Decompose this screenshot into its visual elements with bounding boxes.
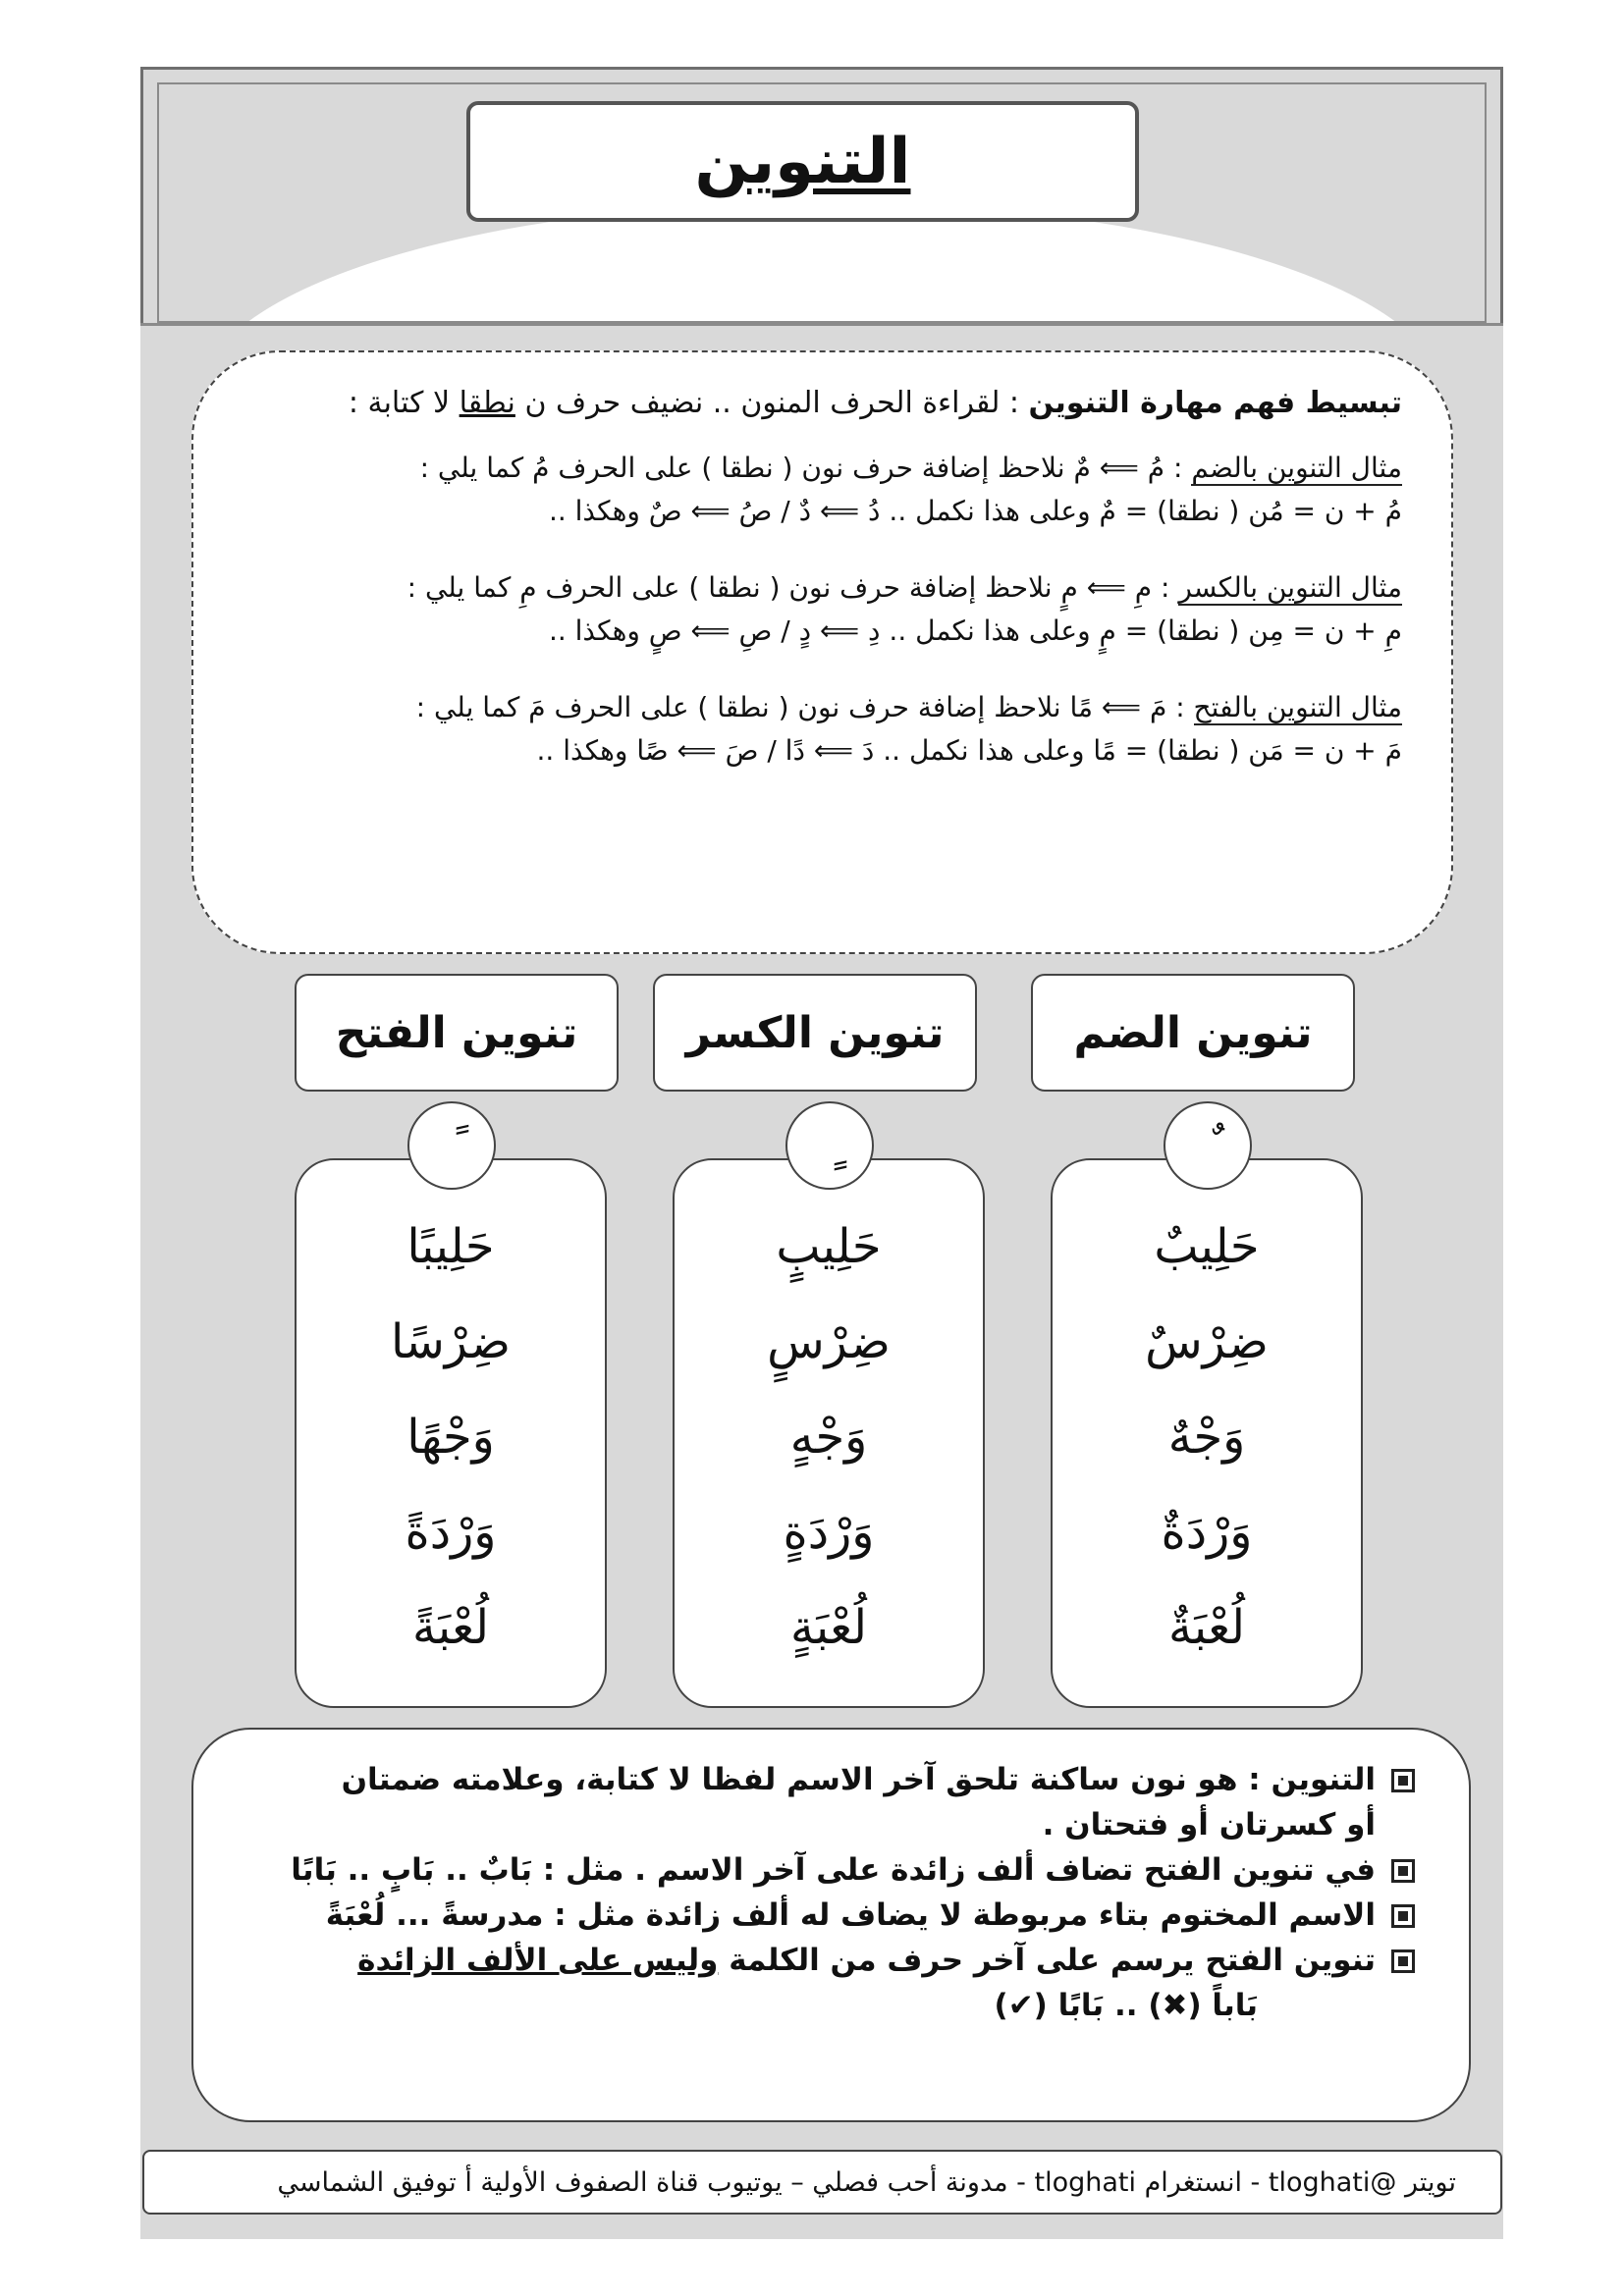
- page-title: التنوين: [694, 125, 911, 198]
- list-item: وَجْهٍ: [789, 1410, 868, 1465]
- list-item: حَلِيبًا: [406, 1219, 495, 1274]
- kasra-word-list: [673, 1158, 985, 1708]
- footer-credits: تويتر @tloghati - انستغرام tloghati - مدونة أحب فصلي – يوتيوب قناة الصفوف الأولية أ توفيق الشماسي: [142, 2150, 1502, 2215]
- bullet-icon: [1391, 1769, 1415, 1792]
- example-kasra-label: مثال التنوين بالكسر: [1178, 571, 1402, 604]
- example-damma-line1: [243, 447, 1402, 490]
- note-1-text: التنوين : هو نون ساكنة تلحق آخر الاسم لفظا لا كتابة، وعلامته ضمتان: [341, 1762, 1376, 1797]
- fatha-mark-circle: [407, 1101, 496, 1190]
- example-damma-label: مثال التنوين بالضم: [1191, 452, 1402, 484]
- list-item: وَرْدَةٌ: [1161, 1505, 1253, 1560]
- fatha-word-list: [295, 1158, 607, 1708]
- example-fatha-line1: [243, 686, 1402, 729]
- note-4-underlined: وليس على الألف الزائدة: [357, 1943, 719, 1978]
- category-damma-title: تنوين الضم: [1031, 974, 1355, 1092]
- list-item: وَجْهٌ: [1167, 1410, 1246, 1465]
- example-kasra-line2: مِ + ن = مِن ( نطقا) = مٍ وعلى هذا نكمل .. دِ ⟸ دٍ / صِ ⟸ صٍ وهكذا ..: [548, 614, 1402, 647]
- list-item: لُعْبَةٍ: [790, 1600, 867, 1655]
- note-1-continuation: أو كسرتان أو فتحتان .: [1042, 1807, 1376, 1842]
- damma-mark-circle: [1164, 1101, 1252, 1190]
- heading-underlined: نطقا: [459, 386, 515, 420]
- bullet-icon: [1391, 1949, 1415, 1973]
- list-item: حَلِيبٌ: [1154, 1219, 1260, 1274]
- example-fatha-text: : مَ ⟸ مًا نلاحظ إضافة حرف نون ( نطقا ) على الحرف مَ كما يلي :: [415, 691, 1185, 723]
- note-2-text: في تنوين الفتح تضاف ألف زائدة على آخر الاسم . مثل : بَابٌ .. بَابٍ .. بَابًا: [291, 1852, 1376, 1888]
- category-fatha-title: تنوين الفتح: [295, 974, 619, 1092]
- bullet-icon: [1391, 1859, 1415, 1883]
- note-3: [252, 1893, 1415, 1938]
- list-item: وَرْدَةٍ: [783, 1505, 875, 1560]
- heading-bold: تبسيط فهم مهارة التنوين: [1028, 386, 1402, 420]
- notes-box: [191, 1728, 1471, 2122]
- list-item: لُعْبَةٌ: [1168, 1600, 1245, 1655]
- damma-word-list: [1051, 1158, 1363, 1708]
- list-item: ضِرْسًا: [390, 1314, 512, 1369]
- example-fatha-label: مثال التنوين بالفتح: [1193, 691, 1402, 723]
- note-3-text: الاسم المختوم بتاء مربوطة لا يضاف له ألف زائدة مثل : مدرسةً ... لُعْبَةً: [325, 1897, 1376, 1933]
- heading-end: لا كتابة :: [348, 386, 451, 420]
- category-kasra-title: تنوين الكسر: [653, 974, 977, 1092]
- list-item: وَرْدَةً: [405, 1505, 497, 1560]
- example-kasra-line1: [243, 566, 1402, 610]
- explanation-box: [191, 350, 1453, 954]
- example-damma-line2: مُ + ن = مُن ( نطقا) = مٌ وعلى هذا نكمل .. دُ ⟸ دٌ / صُ ⟸ صٌ وهكذا ..: [548, 495, 1402, 527]
- bullet-icon: [1391, 1904, 1415, 1928]
- note-4: [252, 1938, 1415, 1983]
- note-1: [252, 1757, 1415, 1802]
- note-2: [252, 1847, 1415, 1893]
- list-item: لُعْبَةً: [412, 1600, 489, 1655]
- list-item: ضِرْسٍ: [767, 1314, 891, 1369]
- list-item: حَلِيبٍ: [776, 1219, 882, 1274]
- title-box: [466, 101, 1139, 222]
- example-fatha-line2: مَ + ن = مَن ( نطقا) = مًا وعلى هذا نكمل .. دَ ⟸ دًا / صَ ⟸ صًا وهكذا ..: [536, 734, 1402, 767]
- note-4-example: بَاباً (✖) .. بَابًا (✔): [994, 1988, 1258, 2023]
- example-damma-text: : مُ ⟸ مٌ نلاحظ إضافة حرف نون ( نطقا ) على الحرف مُ كما يلي :: [419, 452, 1183, 484]
- note-4-text: تنوين الفتح يرسم على آخر حرف من الكلمة: [729, 1943, 1376, 1978]
- list-item: ضِرْسٌ: [1145, 1314, 1269, 1369]
- list-item: وَجْهًا: [406, 1410, 495, 1465]
- heading-rest: : لقراءة الحرف المنون .. نضيف حرف ن: [524, 386, 1019, 420]
- example-kasra-text: : مِ ⟸ مٍ نلاحظ إضافة حرف نون ( نطقا ) على الحرف مِ كما يلي :: [406, 571, 1170, 604]
- kasra-mark-circle: [785, 1101, 874, 1190]
- explanation-heading: [243, 382, 1402, 425]
